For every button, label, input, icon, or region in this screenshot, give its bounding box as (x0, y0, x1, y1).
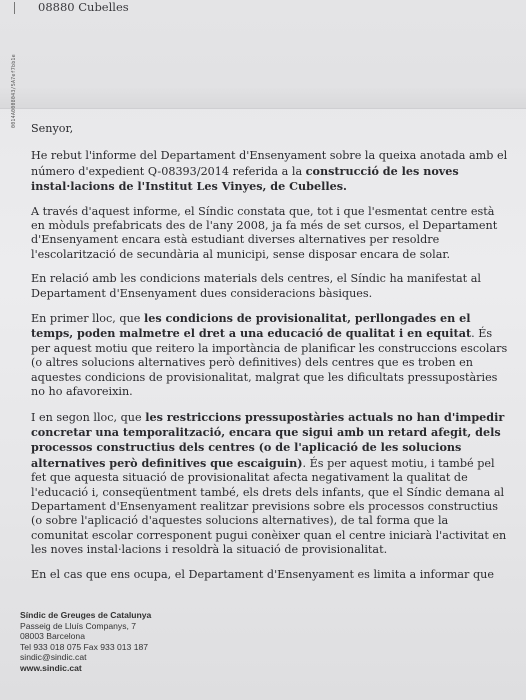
greeting: Senyor, (31, 122, 74, 135)
fold-mark (14, 2, 15, 14)
letter-footer (20, 610, 151, 674)
letter-body (31, 122, 509, 592)
footer-email: sindic@sindic.cat (20, 652, 87, 663)
footer-city: 08003 Barcelona (20, 631, 85, 642)
paragraph-1-bold: construcció de les noves instal·lacions de l'Institut Les Vinyes, de Cubelles. (31, 163, 459, 194)
paragraph-4 (31, 311, 509, 399)
footer-street: Passeig de Lluís Companys, 7 (20, 620, 137, 631)
paragraph-3: En relació amb les condicions materials dels centres, el Síndic ha manifestat al Departament d'Ensenyament dues consideracions bàsiques. (31, 272, 481, 300)
paragraph-4-rest: . És per aquest motiu que reitero la importància de planificar les construccions escolars (o altres solucions alternatives però definitives) dels centres que es troben en aquestes condicions de provisionalitat, malgrat que les dificultats pressupostàries no ho afavoreixin. (31, 327, 508, 399)
footer-website: www.sindic.cat (20, 662, 82, 673)
footer-phones: Tel 933 018 075 Fax 933 013 187 (20, 641, 149, 652)
paragraph-5-rest: . És per aquest motiu, i també pel fet que aquesta situació de provisionalitat afecta negativament la qualitat de l'educació i, conseqüentment també, els drets dels infants, que el Síndic demana al Departament d'Ensenyament realitzar previsions sobre els processos constructius (o sobre l'aplicació d'aquestes solucions alternatives), de tal forma que la comunitat escolar corresponent pugui conèixer quan el centre iniciarà l'activitat en les noves instal·lacions i resoldrà la situació de provisionalitat. (31, 456, 507, 557)
paragraph-5-intro: I en segon lloc, que (31, 410, 146, 424)
letter-top-section (0, 0, 526, 109)
paragraph-5-bold: les restriccions pressupostàries actuals no han d'impedir concretar una temporalització, encara que sigui amb un retard afegit, dels processos constructius dels centres (o de l'aplicació de les solucions alternatives però definitives que escaiguin) (31, 409, 505, 470)
paragraph-4-intro: En primer lloc, que (31, 312, 144, 326)
paragraph-6: En el cas que ens ocupa, el Departament d'Ensenyament es limita a informar que (31, 567, 494, 581)
paragraph-2: A través d'aquest informe, el Síndic constata que, tot i que l'esmentat centre està en mòduls prefabricats des de l'any 2008, ja fa més de set cursos, el Departament d'Ensenyament encara està estudiant diverses alternatives per resoldre l'escolarització de secundària al municipi, sense disposar encara de solar. (31, 204, 498, 261)
paragraph-4-bold: les condicions de provisionalitat, perllongades en el temps, poden malmetre el dret a una educació de qualitat i en equitat (31, 311, 472, 341)
paragraph-1 (31, 149, 509, 194)
recipient-address: 08880 Cubelles (38, 0, 129, 14)
side-reference-code: 0014A0008043/5A7ef7bb1e (11, 54, 17, 128)
paragraph-5 (31, 410, 509, 558)
paragraph-1-text: He rebut l'informe del Departament d'Ensenyament sobre la queixa anotada amb el número d'expedient Q-08393/2014 referida a la (31, 149, 508, 178)
footer-org-name: Síndic de Greuges de Catalunya (20, 610, 152, 620)
